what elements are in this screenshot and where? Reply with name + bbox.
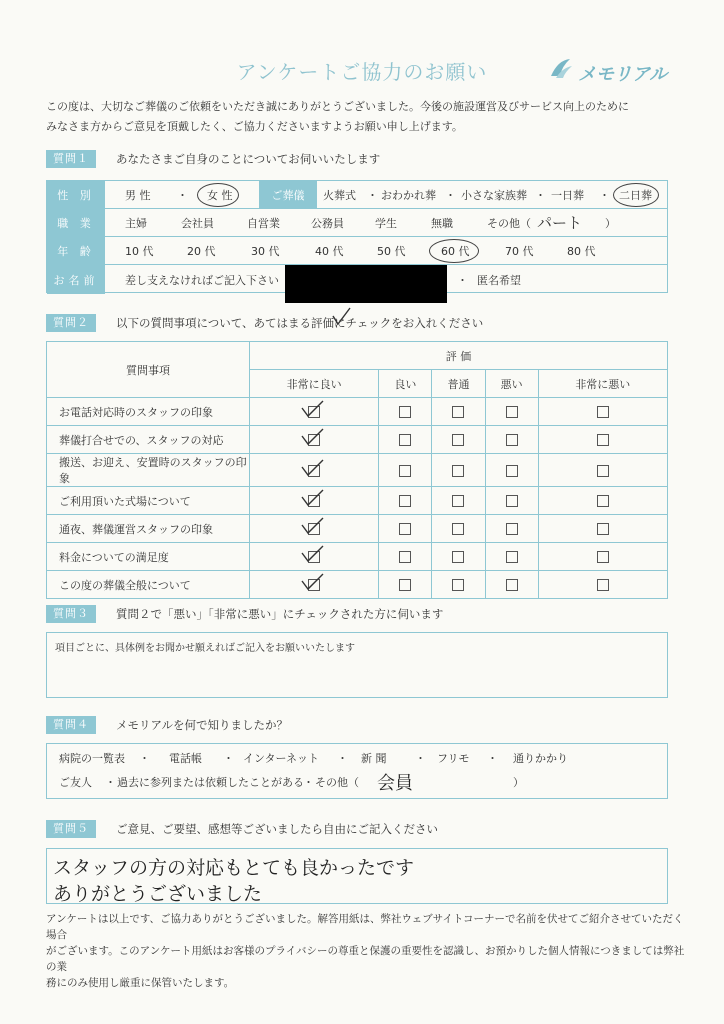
check-mark-icon <box>299 516 325 536</box>
checkbox-very-good[interactable] <box>308 551 320 563</box>
checkbox-bad[interactable] <box>506 495 518 507</box>
age-option-10[interactable]: 10 代 <box>125 244 154 258</box>
funeral-label: ご葬儀 <box>259 181 317 208</box>
gender-option-male[interactable]: 男 性 <box>125 188 151 202</box>
intro-line: この度は、大切なご葬儀のご依頼をいただき誠にありがとうございました。今後の施設運営及びサービス向上のために <box>46 100 629 113</box>
job-option-self-employed[interactable]: 自営業 <box>247 216 280 230</box>
checkbox-bad[interactable] <box>506 434 518 446</box>
q1-tag: 質問１ <box>46 150 96 168</box>
row-label: 搬送、お迎え、安置時のスタッフの印象 <box>47 454 250 487</box>
page-title: アンケートご協力のお願い <box>236 60 488 84</box>
anonymous-option[interactable]: 匿名希望 <box>477 273 521 287</box>
name-prompt: 差し支えなければご記入下さい <box>125 273 279 287</box>
footer-line: 務にのみ使用し厳重に保管いたします。 <box>46 977 235 989</box>
rating-cell-very-bad <box>538 487 667 515</box>
q3-question: 質問２で「悪い」「非常に悪い」にチェックされた方に伺います <box>116 607 444 621</box>
header-check-mark-icon <box>330 306 354 328</box>
col-good: 良い <box>379 370 432 398</box>
paren-close: ） <box>605 216 616 230</box>
rating-cell-very-good <box>250 454 379 487</box>
age-option-20[interactable]: 20 代 <box>187 244 216 258</box>
separator: ・ <box>445 188 456 202</box>
age-option-80[interactable]: 80 代 <box>567 244 596 258</box>
checkbox-very-bad[interactable] <box>597 434 609 446</box>
checkbox-average[interactable] <box>452 406 464 418</box>
funeral-option-one-day[interactable]: 一日葬 <box>551 188 584 202</box>
table-row <box>47 487 668 515</box>
logo-text: メモリアル <box>578 64 668 85</box>
funeral-option-cremation[interactable]: 火葬式 <box>323 188 356 202</box>
rating-cell-bad <box>485 487 538 515</box>
row-label: 通夜、葬儀運営スタッフの印象 <box>47 515 250 543</box>
rating-cell-bad <box>485 454 538 487</box>
rating-cell-bad <box>485 515 538 543</box>
checkbox-bad[interactable] <box>506 406 518 418</box>
source-option-friend[interactable]: ご友人 <box>59 776 92 789</box>
rating-cell-bad <box>485 426 538 454</box>
name-label: お名前 <box>47 265 105 294</box>
job-option-student[interactable]: 学生 <box>375 216 397 230</box>
source-other-value[interactable]: 会員 <box>377 773 413 794</box>
source-option-previous[interactable]: 過去に参列または依頼したことがある <box>117 776 304 789</box>
separator: ・ <box>487 752 498 765</box>
gender-label: 性 別 <box>47 181 105 208</box>
rating-cell-average <box>432 454 485 487</box>
funeral-option-two-day[interactable]: 二日葬 <box>619 188 652 202</box>
separator: ・ <box>223 752 234 765</box>
rating-cell-very-good <box>250 571 379 599</box>
checkbox-good[interactable] <box>399 434 411 446</box>
rating-cell-bad <box>485 398 538 426</box>
row-label: 葬儀打合せでの、スタッフの対応 <box>47 426 250 454</box>
rating-cell-good <box>379 426 432 454</box>
q2-tag: 質問２ <box>46 314 96 332</box>
rating-cell-average <box>432 487 485 515</box>
rating-cell-very-bad <box>538 426 667 454</box>
intro-text <box>46 97 686 137</box>
rating-cell-very-bad <box>538 398 667 426</box>
item-header: 質問事項 <box>47 342 250 398</box>
rating-cell-average <box>432 571 485 599</box>
rating-cell-very-good <box>250 487 379 515</box>
footer-notice <box>46 911 686 991</box>
checkbox-very-bad[interactable] <box>597 465 609 477</box>
row-label: この度の葬儀全般について <box>47 571 250 599</box>
table-row <box>47 543 668 571</box>
checkbox-bad[interactable] <box>506 579 518 591</box>
rating-cell-very-bad <box>538 515 667 543</box>
check-mark-icon <box>299 488 325 508</box>
selection-circle <box>613 183 659 207</box>
company-logo <box>548 56 678 86</box>
q2-rows <box>47 398 668 599</box>
check-mark-icon <box>299 544 325 564</box>
checkbox-good[interactable] <box>399 406 411 418</box>
q1-question: あなたさまご自身のことについてお伺いいたします <box>116 152 381 166</box>
checkbox-bad[interactable] <box>506 551 518 563</box>
separator: ・ <box>367 188 378 202</box>
col-bad: 悪い <box>485 370 538 398</box>
table-row <box>47 515 668 543</box>
q5-answer-line: スタッフの方の対応もとても良かったです <box>53 857 415 879</box>
rating-cell-good <box>379 398 432 426</box>
q5-answer-line: ありがとうございました <box>53 883 263 905</box>
eval-header: 評 価 <box>250 342 668 370</box>
age-label: 年 齢 <box>47 237 105 264</box>
rating-cell-bad <box>485 543 538 571</box>
intro-line: みなさま方からご意見を頂戴したく、ご協力くださいますようお願い申し上げます。 <box>46 120 463 133</box>
rating-cell-very-good <box>250 398 379 426</box>
q4-header <box>46 716 668 734</box>
separator: ・ <box>303 776 314 789</box>
source-option-newspaper[interactable]: 新 聞 <box>361 752 387 765</box>
check-mark-icon <box>299 458 325 478</box>
checkbox-very-good[interactable] <box>308 495 320 507</box>
source-option-other[interactable]: その他（ <box>315 776 359 789</box>
age-row <box>47 237 667 265</box>
checkbox-average[interactable] <box>452 551 464 563</box>
selection-circle <box>429 239 479 263</box>
age-option-30[interactable]: 30 代 <box>251 244 280 258</box>
rating-cell-bad <box>485 571 538 599</box>
q3-tag: 質問３ <box>46 605 96 623</box>
row-label: ご利用頂いた式場について <box>47 487 250 515</box>
check-mark-icon <box>299 399 325 419</box>
checkbox-very-bad[interactable] <box>597 495 609 507</box>
checkbox-bad[interactable] <box>506 523 518 535</box>
q4-question: メモリアルを何で知りましたか？ <box>116 718 289 732</box>
name-redaction <box>285 265 447 303</box>
checkbox-good[interactable] <box>399 579 411 591</box>
col-average: 普通 <box>432 370 485 398</box>
checkbox-bad[interactable] <box>506 465 518 477</box>
separator: ・ <box>457 273 468 287</box>
job-option-housewife[interactable]: 主婦 <box>125 216 147 230</box>
q2-header <box>46 314 668 332</box>
q4-options-box <box>46 743 668 799</box>
selection-circle <box>197 183 239 207</box>
table-row <box>47 398 668 426</box>
source-option-passing-by[interactable]: 通りかかり <box>513 752 568 765</box>
footer-line: アンケートは以上です、ご協力ありがとうございました。解答用紙は、弊社ウェブサイトコーナーで名前を伏せてご紹介させていただく場合 <box>46 913 684 941</box>
checkbox-very-bad[interactable] <box>597 406 609 418</box>
funeral-option-farewell[interactable]: おわかれ葬 <box>381 188 436 202</box>
footer-line: がございます。このアンケート用紙はお客様のプライバシーの尊重と保護の重要性を認識し、お預かりした個人情報につきましては弊社の業 <box>46 945 685 973</box>
q3-answer-box[interactable] <box>46 632 668 698</box>
table-row <box>47 454 668 487</box>
rating-cell-very-bad <box>538 571 667 599</box>
rating-cell-good <box>379 571 432 599</box>
checkbox-average[interactable] <box>452 434 464 446</box>
q3-prompt: 項目ごとに、具体例をお聞かせ願えればご記入をお願いいたします <box>55 643 355 654</box>
job-other-value[interactable]: パート <box>537 214 583 232</box>
checkbox-very-bad[interactable] <box>597 523 609 535</box>
gender-option-female[interactable]: 女 性 <box>207 188 233 202</box>
checkbox-very-good[interactable] <box>308 406 320 418</box>
job-label: 職 業 <box>47 209 105 236</box>
age-option-40[interactable]: 40 代 <box>315 244 344 258</box>
check-mark-icon <box>299 427 325 447</box>
q2-question: 以下の質問事項について、あてはまる評価にチェックをお入れください <box>116 316 484 330</box>
table-row <box>47 571 668 599</box>
funeral-option-small-family[interactable]: 小さな家族葬 <box>461 188 527 202</box>
rating-cell-very-bad <box>538 543 667 571</box>
gender-row <box>47 181 667 209</box>
age-option-70[interactable]: 70 代 <box>505 244 534 258</box>
checkbox-good[interactable] <box>399 465 411 477</box>
checkbox-average[interactable] <box>452 579 464 591</box>
checkbox-very-good[interactable] <box>308 523 320 535</box>
check-mark-icon <box>299 572 325 592</box>
job-option-civil-servant[interactable]: 公務員 <box>311 216 344 230</box>
q4-tag: 質問４ <box>46 716 96 734</box>
separator: ・ <box>535 188 546 202</box>
row-label: お電話対応時のスタッフの印象 <box>47 398 250 426</box>
separator: ・ <box>337 752 348 765</box>
checkbox-average[interactable] <box>452 495 464 507</box>
checkbox-very-bad[interactable] <box>597 579 609 591</box>
checkbox-very-bad[interactable] <box>597 551 609 563</box>
rating-cell-very-good <box>250 543 379 571</box>
col-very-bad: 非常に悪い <box>538 370 667 398</box>
rating-cell-good <box>379 543 432 571</box>
rating-cell-good <box>379 454 432 487</box>
checkbox-good[interactable] <box>399 495 411 507</box>
checkbox-very-good[interactable] <box>308 579 320 591</box>
checkbox-good[interactable] <box>399 523 411 535</box>
q5-answer-box[interactable] <box>46 848 668 904</box>
table-row <box>47 426 668 454</box>
q3-header <box>46 605 668 623</box>
checkbox-very-good[interactable] <box>308 434 320 446</box>
checkbox-good[interactable] <box>399 551 411 563</box>
checkbox-very-good[interactable] <box>308 465 320 477</box>
checkbox-average[interactable] <box>452 523 464 535</box>
q5-question: ご意見、ご要望、感想等ございましたら自由にご記入ください <box>116 822 438 836</box>
rating-cell-very-bad <box>538 454 667 487</box>
rating-cell-average <box>432 515 485 543</box>
separator: ・ <box>105 776 116 789</box>
separator: ・ <box>415 752 426 765</box>
separator: ・ <box>177 188 188 202</box>
source-option-hospital-list[interactable]: 病院の一覧表 <box>59 752 125 765</box>
age-option-60[interactable]: 60 代 <box>441 244 470 258</box>
rating-cell-good <box>379 515 432 543</box>
row-label: 料金についての満足度 <box>47 543 250 571</box>
job-option-other[interactable]: その他（ <box>487 216 531 230</box>
job-option-unemployed[interactable]: 無職 <box>431 216 453 230</box>
age-option-50[interactable]: 50 代 <box>377 244 406 258</box>
source-option-furimo[interactable]: フリモ <box>437 752 470 765</box>
q5-header <box>46 820 668 838</box>
separator: ・ <box>139 752 150 765</box>
job-option-employee[interactable]: 会社員 <box>181 216 214 230</box>
checkbox-average[interactable] <box>452 465 464 477</box>
source-option-internet[interactable]: インターネット <box>243 752 320 765</box>
rating-cell-average <box>432 398 485 426</box>
rating-cell-very-good <box>250 515 379 543</box>
logo-mark-icon <box>548 56 574 82</box>
job-row <box>47 209 667 237</box>
q2-rating-table <box>46 341 668 599</box>
rating-cell-very-good <box>250 426 379 454</box>
q5-tag: 質問５ <box>46 820 96 838</box>
rating-cell-average <box>432 543 485 571</box>
rating-cell-good <box>379 487 432 515</box>
q1-header <box>46 150 668 168</box>
separator: ・ <box>599 188 610 202</box>
paren-close: ） <box>513 776 524 789</box>
rating-cell-average <box>432 426 485 454</box>
col-very-good: 非常に良い <box>250 370 379 398</box>
source-option-phonebook[interactable]: 電話帳 <box>169 752 202 765</box>
